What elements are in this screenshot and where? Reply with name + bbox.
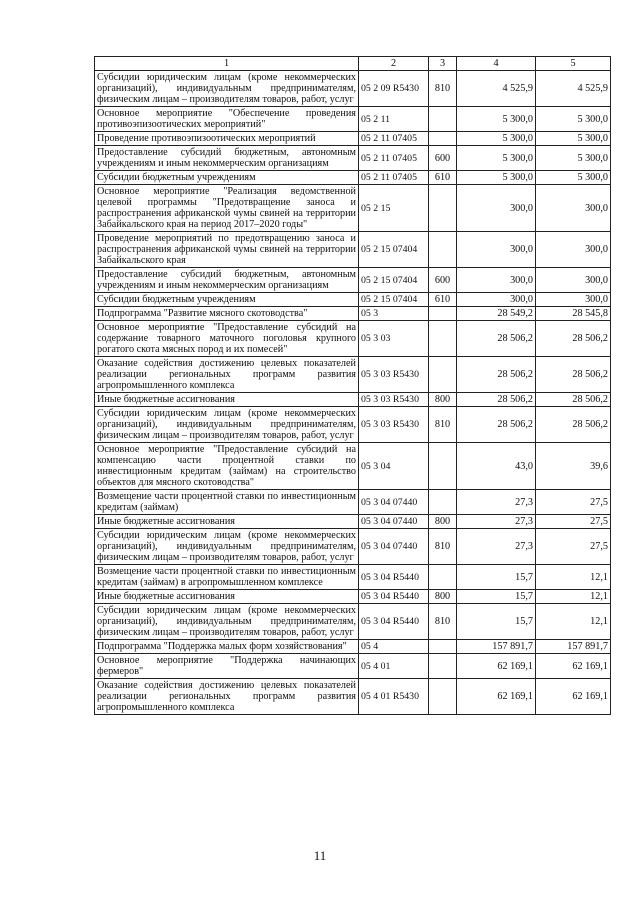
- row-name: Иные бюджетные ассигнования: [95, 515, 359, 529]
- row-type: 810: [429, 71, 457, 107]
- row-value-1: 15,7: [457, 604, 536, 640]
- table-row: [95, 590, 611, 604]
- row-type: 800: [429, 515, 457, 529]
- row-type: 600: [429, 268, 457, 293]
- row-type: [429, 640, 457, 654]
- row-value-2: 300,0: [536, 185, 611, 232]
- row-code: 05 2 11 07405: [359, 171, 429, 185]
- row-value-1: 62 169,1: [457, 679, 536, 715]
- row-name: Основное мероприятие "Предоставление субсидий на компенсацию части процентной ставки по инвестиционным кредитам (займам) на строительство объектов для мясного скотоводства": [95, 443, 359, 490]
- row-name: Субсидии бюджетным учреждениям: [95, 171, 359, 185]
- row-type: [429, 107, 457, 132]
- row-value-1: 28 506,2: [457, 393, 536, 407]
- table-row: [95, 565, 611, 590]
- row-value-1: 5 300,0: [457, 107, 536, 132]
- table-row: [95, 679, 611, 715]
- row-type: [429, 132, 457, 146]
- row-code: 05 3 03 R5430: [359, 407, 429, 443]
- row-value-2: 62 169,1: [536, 654, 611, 679]
- row-value-2: 5 300,0: [536, 107, 611, 132]
- row-type: [429, 307, 457, 321]
- row-code: 05 2 15 07404: [359, 232, 429, 268]
- row-value-1: 28 506,2: [457, 321, 536, 357]
- table-row: [95, 268, 611, 293]
- row-name: Иные бюджетные ассигнования: [95, 393, 359, 407]
- row-value-2: 5 300,0: [536, 171, 611, 185]
- table-row: [95, 293, 611, 307]
- row-type: 600: [429, 146, 457, 171]
- row-type: 810: [429, 407, 457, 443]
- row-value-2: 300,0: [536, 293, 611, 307]
- row-type: 610: [429, 293, 457, 307]
- row-code: 05 3: [359, 307, 429, 321]
- table-row: [95, 407, 611, 443]
- row-code: 05 2 11 07405: [359, 146, 429, 171]
- table-row: [95, 515, 611, 529]
- row-code: 05 3 04 07440: [359, 515, 429, 529]
- table-row: [95, 232, 611, 268]
- row-type: [429, 232, 457, 268]
- table-row: [95, 132, 611, 146]
- row-name: Возмещение части процентной ставки по инвестиционным кредитам (займам): [95, 490, 359, 515]
- table-row: [95, 654, 611, 679]
- table-row: [95, 171, 611, 185]
- row-value-1: 43,0: [457, 443, 536, 490]
- row-value-2: 28 545,8: [536, 307, 611, 321]
- row-value-1: 27,3: [457, 490, 536, 515]
- header-row: [95, 57, 611, 71]
- row-name: Оказание содействия достижению целевых показателей реализации региональных программ развития агропромышленного комплекса: [95, 679, 359, 715]
- table-row: [95, 529, 611, 565]
- row-type: 800: [429, 393, 457, 407]
- row-code: 05 3 04: [359, 443, 429, 490]
- row-value-2: 28 506,2: [536, 357, 611, 393]
- row-value-1: 157 891,7: [457, 640, 536, 654]
- row-name: Субсидии бюджетным учреждениям: [95, 293, 359, 307]
- row-name: Субсидии юридическим лицам (кроме некоммерческих организаций), индивидуальным предпринимателям, физическим лицам – производителям товаров, работ, услуг: [95, 71, 359, 107]
- row-value-1: 28 506,2: [457, 407, 536, 443]
- row-code: 05 2 15 07404: [359, 293, 429, 307]
- page-number: 11: [313, 848, 327, 863]
- row-value-1: 28 506,2: [457, 357, 536, 393]
- row-name: Проведение мероприятий по предотвращению заноса и распространения африканской чумы свиней на территории Забайкальского края: [95, 232, 359, 268]
- row-value-2: 4 525,9: [536, 71, 611, 107]
- row-name: Субсидии юридическим лицам (кроме некоммерческих организаций), индивидуальным предпринимателям, физическим лицам – производителям товаров, работ, услуг: [95, 604, 359, 640]
- row-name: Возмещение части процентной ставки по инвестиционным кредитам (займам) в агропромышленном комплексе: [95, 565, 359, 590]
- row-type: 810: [429, 604, 457, 640]
- row-code: 05 4 01 R5430: [359, 679, 429, 715]
- row-name: Оказание содействия достижению целевых показателей реализации региональных программ развития агропромышленного комплекса: [95, 357, 359, 393]
- row-value-2: 12,1: [536, 565, 611, 590]
- row-type: 810: [429, 529, 457, 565]
- row-code: 05 3 04 R5440: [359, 604, 429, 640]
- table-row: [95, 604, 611, 640]
- row-value-1: 300,0: [457, 293, 536, 307]
- row-value-2: 28 506,2: [536, 321, 611, 357]
- row-type: 610: [429, 171, 457, 185]
- row-code: 05 3 04 07440: [359, 529, 429, 565]
- table-row: [95, 307, 611, 321]
- budget-table: [94, 56, 611, 715]
- row-code: 05 2 11: [359, 107, 429, 132]
- row-value-1: 300,0: [457, 268, 536, 293]
- header-col-3: 3: [429, 57, 457, 71]
- row-value-1: 15,7: [457, 590, 536, 604]
- row-name: Подпрограмма "Поддержка малых форм хозяйствования": [95, 640, 359, 654]
- row-value-1: 28 549,2: [457, 307, 536, 321]
- table-row: [95, 71, 611, 107]
- row-code: 05 2 09 R5430: [359, 71, 429, 107]
- table-row: [95, 443, 611, 490]
- table-body: [95, 71, 611, 715]
- row-type: [429, 679, 457, 715]
- row-type: [429, 357, 457, 393]
- table-row: [95, 185, 611, 232]
- row-code: 05 4 01: [359, 654, 429, 679]
- header-col-1: 1: [95, 57, 359, 71]
- row-name: Основное мероприятие "Поддержка начинающих фермеров": [95, 654, 359, 679]
- row-value-2: 27,5: [536, 490, 611, 515]
- row-value-1: 62 169,1: [457, 654, 536, 679]
- row-code: 05 3 03: [359, 321, 429, 357]
- row-value-1: 5 300,0: [457, 171, 536, 185]
- row-value-1: 300,0: [457, 185, 536, 232]
- row-value-2: 300,0: [536, 232, 611, 268]
- row-code: 05 3 04 R5440: [359, 590, 429, 604]
- row-value-1: 300,0: [457, 232, 536, 268]
- row-value-2: 28 506,2: [536, 407, 611, 443]
- row-name: Предоставление субсидий бюджетным, автономным учреждениям и иным некоммерческим организациям: [95, 268, 359, 293]
- row-code: 05 2 15: [359, 185, 429, 232]
- header-col-5: 5: [536, 57, 611, 71]
- row-name: Подпрограмма "Развитие мясного скотоводства": [95, 307, 359, 321]
- row-value-2: 300,0: [536, 268, 611, 293]
- row-name: Иные бюджетные ассигнования: [95, 590, 359, 604]
- row-name: Основное мероприятие "Предоставление субсидий на содержание товарного маточного поголовья крупного рогатого скота мясных пород и их помесей": [95, 321, 359, 357]
- table-row: [95, 490, 611, 515]
- row-code: 05 3 04 R5440: [359, 565, 429, 590]
- table-row: [95, 146, 611, 171]
- row-name: Основное мероприятие "Реализация ведомственной целевой программы "Предотвращение заноса и распространения африканской чумы свиней на территории Забайкальского края на период 2017–2020 годы": [95, 185, 359, 232]
- row-name: Проведение противоэпизоотических мероприятий: [95, 132, 359, 146]
- row-name: Субсидии юридическим лицам (кроме некоммерческих организаций), индивидуальным предпринимателям, физическим лицам – производителям товаров, работ, услуг: [95, 529, 359, 565]
- row-type: [429, 443, 457, 490]
- row-value-2: 5 300,0: [536, 146, 611, 171]
- row-type: [429, 321, 457, 357]
- table-row: [95, 321, 611, 357]
- header-col-4: 4: [457, 57, 536, 71]
- row-name: Предоставление субсидий бюджетным, автономным учреждениям и иным некоммерческим организациям: [95, 146, 359, 171]
- row-name: Субсидии юридическим лицам (кроме некоммерческих организаций), индивидуальным предпринимателям, физическим лицам – производителям товаров, работ, услуг: [95, 407, 359, 443]
- row-value-2: 157 891,7: [536, 640, 611, 654]
- row-code: 05 3 03 R5430: [359, 393, 429, 407]
- table-row: [95, 107, 611, 132]
- row-value-1: 27,3: [457, 529, 536, 565]
- row-type: [429, 654, 457, 679]
- row-value-1: 27,3: [457, 515, 536, 529]
- row-type: 800: [429, 590, 457, 604]
- header-col-2: 2: [359, 57, 429, 71]
- row-type: [429, 565, 457, 590]
- table-row: [95, 393, 611, 407]
- row-code: 05 4: [359, 640, 429, 654]
- table-row: [95, 640, 611, 654]
- row-value-2: 39,6: [536, 443, 611, 490]
- row-code: 05 3 03 R5430: [359, 357, 429, 393]
- row-value-1: 5 300,0: [457, 146, 536, 171]
- row-value-1: 4 525,9: [457, 71, 536, 107]
- row-value-2: 28 506,2: [536, 393, 611, 407]
- row-value-2: 12,1: [536, 590, 611, 604]
- row-code: 05 2 11 07405: [359, 132, 429, 146]
- row-value-1: 5 300,0: [457, 132, 536, 146]
- row-value-2: 62 169,1: [536, 679, 611, 715]
- row-value-1: 15,7: [457, 565, 536, 590]
- row-type: [429, 185, 457, 232]
- row-name: Основное мероприятие "Обеспечение проведения противоэпизоотических мероприятий": [95, 107, 359, 132]
- row-code: 05 2 15 07404: [359, 268, 429, 293]
- row-value-2: 5 300,0: [536, 132, 611, 146]
- row-type: [429, 490, 457, 515]
- table-header: [95, 57, 611, 71]
- table-row: [95, 357, 611, 393]
- row-value-2: 12,1: [536, 604, 611, 640]
- row-code: 05 3 04 07440: [359, 490, 429, 515]
- row-value-2: 27,5: [536, 515, 611, 529]
- row-value-2: 27,5: [536, 529, 611, 565]
